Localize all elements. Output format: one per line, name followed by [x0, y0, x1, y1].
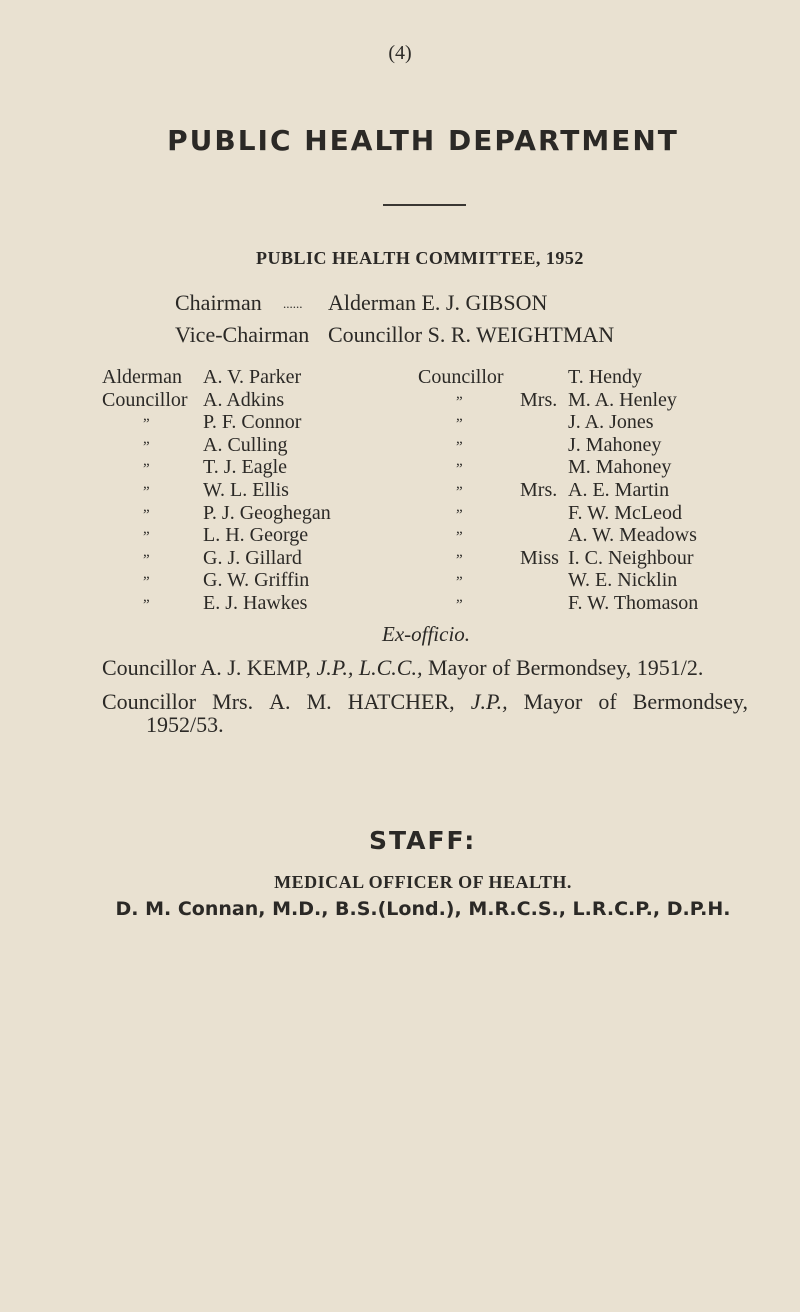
- member-title: ”: [143, 529, 150, 546]
- member-name: J. Mahoney: [568, 433, 662, 456]
- member-title: ”: [143, 461, 150, 478]
- ex-officio-entry-2-word: of: [598, 689, 617, 714]
- member-title: ”: [143, 597, 150, 613]
- vice-chairman-role: Vice-Chairman: [175, 322, 310, 347]
- vice-chairman-name: Councillor S. R. WEIGHTMAN: [328, 322, 615, 347]
- member-title: ”: [456, 574, 463, 591]
- member-title: ”: [456, 551, 463, 568]
- member-name: E. J. Hawkes: [203, 592, 308, 614]
- ex-officio-entry-2-word: Mrs.: [212, 689, 254, 714]
- ex-officio-entry-2-word: Mayor: [523, 689, 583, 714]
- member-title: Councillor: [102, 388, 188, 411]
- member-honorific: Mrs.: [520, 479, 558, 501]
- member-title: ”: [456, 461, 463, 478]
- member-name: I. C. Neighbour: [568, 546, 694, 569]
- ex-officio-entry-2-word: M.: [306, 689, 332, 714]
- member-name: W. E. Nicklin: [568, 569, 678, 592]
- member-name: L. H. George: [203, 524, 309, 547]
- ex-officio-heading: Ex-officio.: [382, 622, 471, 646]
- chairman-name: Alderman E. J. GIBSON: [328, 290, 548, 315]
- member-title: ”: [143, 416, 150, 433]
- ex-officio-entry-2-word: A.: [269, 689, 291, 714]
- member-title: ”: [456, 416, 463, 433]
- member-title: ”: [143, 484, 150, 500]
- member-name: G. J. Gillard: [203, 546, 302, 569]
- divider-rule: [383, 204, 466, 206]
- ex-officio-entry-1: [102, 655, 703, 681]
- member-honorific: Miss: [520, 546, 559, 569]
- chairman-role: Chairman: [175, 290, 262, 315]
- member-title: ”: [456, 529, 463, 546]
- member-name: A. E. Martin: [568, 479, 670, 501]
- member-name: P. F. Connor: [203, 411, 302, 434]
- member-name: F. W. McLeod: [568, 501, 682, 524]
- member-name: A. V. Parker: [203, 366, 302, 388]
- ex-officio-entry-2-word: Bermondsey,: [632, 689, 748, 714]
- member-name: P. J. Geoghegan: [203, 501, 331, 524]
- ex-officio-entry-1-quals: J.P., L.C.C.,: [316, 655, 423, 680]
- member-name: A. W. Meadows: [568, 524, 697, 547]
- member-name: F. W. Thomason: [568, 592, 699, 614]
- member-title: ”: [456, 597, 463, 613]
- member-title: ”: [456, 484, 463, 500]
- ex-officio-entry-2-word: HATCHER,: [347, 689, 455, 714]
- moh-name: D. M. Connan, M.D., B.S.(Lond.), M.R.C.S., L.R.C.P., D.P.H.: [115, 898, 731, 920]
- department-title: PUBLIC HEALTH DEPARTMENT: [167, 124, 679, 157]
- member-title: ”: [143, 574, 150, 591]
- member-title: ”: [143, 438, 150, 455]
- member-title: ”: [143, 551, 150, 568]
- moh-heading: MEDICAL OFFICER OF HEALTH.: [274, 872, 572, 892]
- member-title: ”: [456, 438, 463, 455]
- member-name: J. A. Jones: [568, 411, 654, 434]
- member-name: G. W. Griffin: [203, 569, 310, 592]
- member-name: W. L. Ellis: [203, 479, 289, 501]
- page-number: (4): [388, 42, 412, 64]
- committee-title: PUBLIC HEALTH COMMITTEE, 1952: [256, 248, 584, 268]
- member-name: A. Adkins: [203, 388, 285, 411]
- ex-officio-entry-2-word: Councillor: [102, 689, 197, 714]
- chairman-dots: ......: [283, 296, 303, 311]
- member-name: A. Culling: [203, 433, 288, 456]
- member-title: ”: [143, 506, 150, 523]
- member-name: M. A. Henley: [568, 388, 677, 411]
- member-title: ”: [456, 393, 463, 410]
- member-name: T. Hendy: [568, 366, 643, 388]
- member-name: M. Mahoney: [568, 456, 672, 479]
- ex-officio-entry-1-pre: Councillor A. J. KEMP,: [102, 655, 317, 680]
- ex-officio-entry-1-post: Mayor of Bermondsey, 1951/2.: [422, 655, 704, 680]
- member-title: Councillor: [418, 366, 504, 388]
- member-title: Alderman: [102, 366, 182, 388]
- staff-heading: STAFF:: [369, 826, 477, 855]
- member-title: ”: [456, 506, 463, 523]
- member-name: T. J. Eagle: [203, 456, 288, 479]
- ex-officio-entry-2-word: J.P.,: [470, 689, 508, 714]
- member-honorific: Mrs.: [520, 388, 558, 411]
- ex-officio-entry-2-line-2: 1952/53.: [146, 712, 224, 737]
